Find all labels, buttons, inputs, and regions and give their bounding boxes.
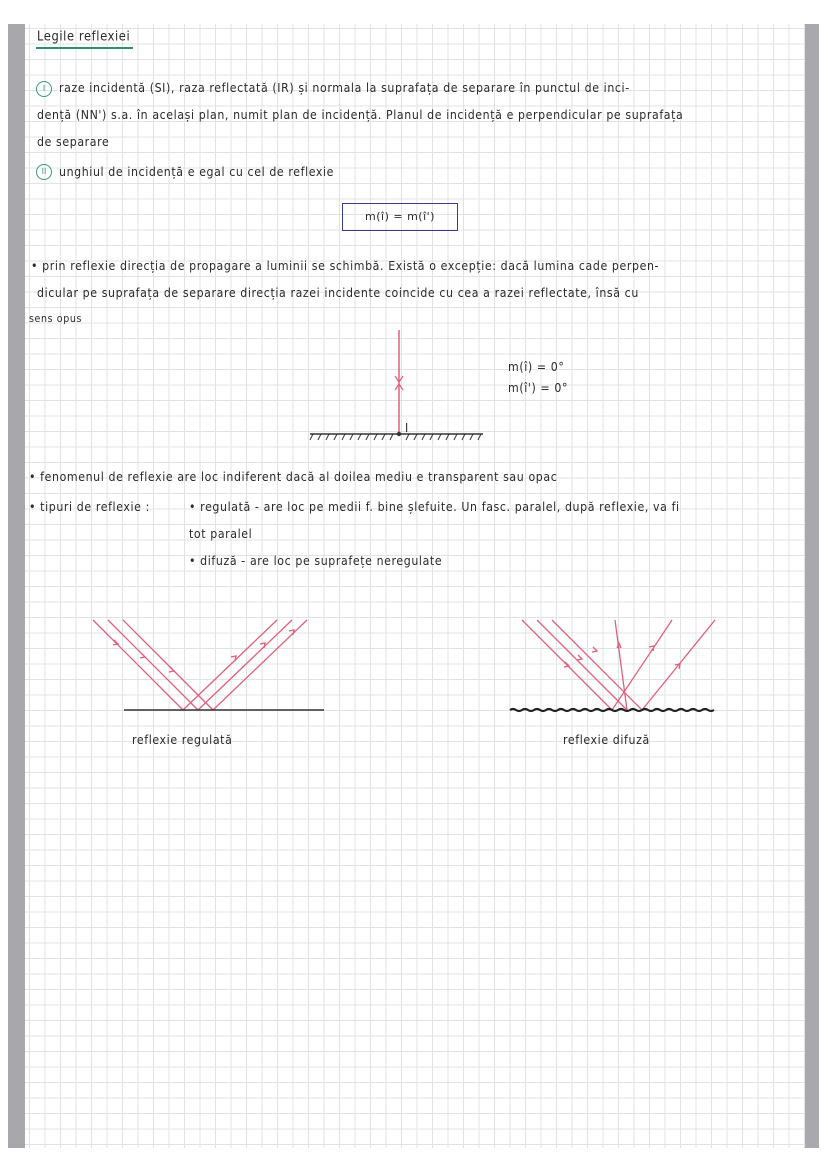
type-regular-line-2: tot paralel [189,527,253,542]
law-1-marker: I [36,81,52,97]
type-regular-line-1: • regulată - are loc pe medii f. bine șlefuite. Un fasc. paralel, după reflexie, va fi [189,500,680,515]
scan-edge-left [8,24,25,1148]
angle-reflection-zero: m(î') = 0° [508,381,569,396]
law-1-line-3: de separare [37,135,110,150]
regular-reflection-diagram [50,614,330,724]
notebook-page [25,24,805,1148]
law-1-line-2: dență (NN') s.a. în același plan, numit plan de incidență. Planul de incidență e perpendicular pe suprafața [37,108,684,123]
law-2-text: unghiul de incidență e egal cu cel de reflexie [59,165,335,180]
formula-box [342,203,458,231]
types-label: • tipuri de reflexie : [29,500,150,515]
diffuse-reflection-diagram [495,614,755,724]
note-medium: • fenomenul de reflexie are loc indiferent dacă al doilea mediu e transparent sau opac [29,470,558,485]
note-direction-line-1: • prin reflexie direcția de propagare a luminii se schimbă. Există o excepție: dacă lumina cade perpen- [31,259,660,274]
angle-incidence-zero: m(î) = 0° [508,360,565,375]
formula: m(î) = m(î') [365,210,435,223]
incidence-point-label: I [405,421,409,436]
law-2-marker: II [36,164,52,180]
note-direction-line-2: dicular pe suprafața de separare direcția razei incidente coincide cu cea a razei reflectate, însă cu [37,286,639,301]
title-underline [36,47,133,49]
law-1-line-1: raze incidentă (SI), raza reflectată (IR) și normala la suprafața de separare în punctul de inci- [59,81,630,96]
scan-edge-right [805,24,819,1148]
note-direction-line-3: sens opus [29,313,82,326]
caption-diffuse-reflection: reflexie difuză [563,733,650,748]
type-diffuse: • difuză - are loc pe suprafețe neregulate [189,554,443,569]
page-title: Legile reflexiei [37,28,131,44]
caption-regular-reflection: reflexie regulată [132,733,233,748]
